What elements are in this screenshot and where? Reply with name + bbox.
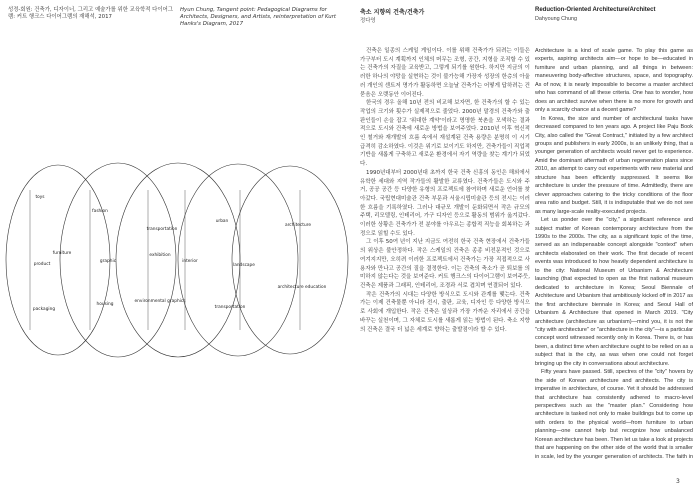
- label-transportation-1: transportation: [146, 227, 178, 232]
- label-transportation-2: transportation: [214, 305, 246, 310]
- label-architecture: architecture: [285, 223, 311, 228]
- label-product: product: [33, 262, 51, 267]
- article-title-korean: 축소 지향의 건축/건축가: [360, 9, 425, 16]
- body-korean: [360, 47, 530, 467]
- label-interior: interior: [182, 259, 198, 264]
- article-author-korean: 정다영: [360, 18, 376, 24]
- paragraph-en-4: Fifty years have passed. Still, spectres of the "city" hovers by the side of Korean architecture and architects. The city is imperative in architecture, of course. Yet it should be addressed that architecture has consistently adhered to macro-level perspectives such as the "master plan." Considering how architecture is tasked not only to make buildings but to come up with orders to the physical world—from furniture to urban planning—one cannot help but recognize how unbalanced Korean architecture has been. Then let us take a look at projects that are happening on the other side of the world that is smaller in scale, led by the younger generation of architects. The faith in: [535, 369, 693, 460]
- ellipse-graphic: [60, 163, 176, 357]
- label-fashion: fashion: [92, 209, 108, 214]
- paragraph-en-3: Let us ponder over the "city," a significant reference and subject matter of Korean contemporary architecture from the 1990s to the 2000s. The city, as a significant topic of the time, served as an indispensable concept alongside "context" when architects elaborated on their work. The first decade of recent events was introduced to how heavily dependent architecture is to the city: National Museum of Urbanism & Architecture launching (that expected to open as the first national museum dedicated to architecture in Korea; Seoul Biennale of Architecture and Urbanism that ambitiously kicked off in 2017 as the first architecture biennale in Korea; and Seoul Hall of Urbanism & Architecture that opened in March 2019. "City architecture (architecture as urbanism)—mind you, it is not the "city with architecture" or "architecture in the city"—is a particular concept word witnessed recently only in Korea. There is, or has been, a distinct time when architecture ought to be relied on as a subject that is the city, as was when one could not forget bringing up the city in conversations about architecture.: [535, 217, 693, 367]
- paragraph-ko-1: 건축은 일종의 스케일 게임이다. 이를 위해 건축가가 되려는 이들은 가구부터 도시 계획까지 인체의 머무는 조형, 공간, 지형을 조직할 수 있는 건축가의 자질을 교육받고, 그렇게 되기를 원한다. 하지만 지금의 이러한 하나의 야망을 실현하는 것이 불가능해 가장자 성장의 한층의 아울러 개인의 센트저 명가가 활동하면 오늘날 건축가는 어떻게 답하려는 건 묻음은 오랫동안 이어진다.: [360, 48, 530, 98]
- label-graphic: graphic: [99, 259, 117, 264]
- article-title-english: Reduction-Oriented Architecture/Architect: [535, 7, 656, 13]
- paragraph-ko-5: 작은 건축가의 시대는 다양한 방식으로 도시와 관계를 맺는다. 건축가는 이제 건축물뿐 아니라 전시, 출판, 교육, 디자인 등 다양한 방식으로 사회에 개입한다. 작은 건축은 일상과 가장 가까운 자리에서 공간을 바꾸는 실천이며, 그 자체로 도시를 새롭게 읽는 방법이 된다. 축소 지향의 건축은 결국 더 넓은 세계로 향하는 출발점이라 할 수 있다.: [360, 291, 530, 333]
- label-urban: urban: [215, 219, 229, 224]
- header-english: Hyun Chung, Tangent point: Pedagogical Diagrams for Architects, Designers, and Artists, reinterpretation of Kurt Hanks's Diagram, 2017: [180, 7, 336, 27]
- article-author-english: Dahyoung Chung: [535, 16, 577, 22]
- ellipse-product: [6, 165, 110, 355]
- label-exhibition: exhibition: [149, 253, 171, 258]
- label-furniture: furniture: [52, 251, 72, 256]
- paragraph-ko-4: 그 이후 50여 년이 지난 지금도 여전히 한국 건축 현장에서 건축가들의 위상은 불안정하다. 작은 스케일의 건축은 종종 비전문적인 것으로 여겨지지만, 오히려 이러한 프로젝트에서 건축가는 가장 직접적으로 사용자와 만나고 공간의 질을 결정한다. 이는 건축의 축소가 곧 퇴보를 의미하지 않는다는 것을 보여준다. 커트 행크스의 다이어그램이 보여주듯, 건축은 제품과 그래픽, 인테리어, 조경과 서로 겹치며 연결되어 있다.: [360, 239, 530, 289]
- paragraph-en-2: In Korea, the size and number of architectural tasks have decreased compared to ten years ago. A project like Paju Book City, also called the "Great Contract," initiated by a few architect groups and publishers in early 2000s, is an unlikely thing, that a younger generation of architects would never get to experience. Amid the dominant aftermath of urban regeneration plans since 2010, an attempt to carry out experiments with new material and structure has been efficiently suppressed. It seems like architecture is under the pressure of time. Admittedly, there are clever approaches catering to the tricky conditions of the floor area ratio and budget. Still, it is indisputable that we do not see as many large-scale reality-executed projects.: [535, 115, 693, 215]
- label-landscape: landscape: [233, 263, 255, 268]
- header-korean: 성정-회원: 건축가, 디자이너, 그리고 예술가를 위한 교육학적 다이어그램: 커트 행크스 다이어그램의 재해석, 2017: [8, 7, 173, 20]
- label-environmental-graphics: environmental graphics: [134, 299, 186, 304]
- body-english: [535, 47, 693, 462]
- label-housing: housing: [96, 302, 114, 307]
- paragraph-en-1: Architecture is a kind of scale game. To play this game as experts, aspiring architects aim—or hope to be—educated in furniture and urban planning, and all things in between: maneuvering body-affective structures, space, and topography. As of now, it is nearly impossible to become a master architect who has command of all these criteria. One has to wonder, how does an architect survive when there is no more for growth and only a scarcity chance at a decent game?: [535, 48, 693, 114]
- page-number: 3: [676, 478, 680, 485]
- paragraph-ko-3: 1990년대부터 2000년대 초까지 한국 건축 신흥의 동인은 해외에서 유학한 세대와 지역 작가들의 활발한 교류였다. 건축가들은 도시와 주거, 공공 공간 등 다양한 유형의 프로젝트에 참여하며 새로운 언어를 찾아갔다. 국립현대미술관 건축 부문과 서울시립미술관 등의 전시는 이러한 흐름을 기록하였다. 그러나 대규모 개발이 둔화되면서 작은 규모의 주택, 리모델링, 인테리어, 가구 디자인 등으로 활동의 범위가 옮겨갔다. 이러한 상황은 건축가가 전 분야를 아우르는 종합적 직능을 회복하는 과정으로 읽힐 수도 있다.: [360, 169, 530, 237]
- paragraph-ko-2: 한국의 경우 올해 10년 전의 비교해 보자면, 한 건축가의 할 수 있는 작업의 크기와 횟수가 실제적으로 줄었다. 2000년 말경의 건축가와 출판인들이 손을 잡고 '위대한 계약'이라고 명명한 북촌을 모색하는 결과적으로 도시와 건축에 새로운 방법을 보여주었다. 2010년 이후 혁신적인 철거와 재개발의 흐름 속에서 재설계된 건축 용량은 분명히 이 시기 급격히 감소하였다. 이것은 위기로 보이기도 하지만, 건축가들이 직업적 기반을 새롭게 구축하고 새로운 환경에서 자기 역량을 찾는 계기가 되었다.: [360, 100, 530, 168]
- label-packaging: packaging: [32, 307, 56, 312]
- overlap-diagram: [0, 160, 355, 360]
- label-toys: toys: [35, 195, 45, 200]
- ellipse-architecture: [232, 166, 348, 354]
- label-architecture-education: architecture education: [277, 285, 327, 290]
